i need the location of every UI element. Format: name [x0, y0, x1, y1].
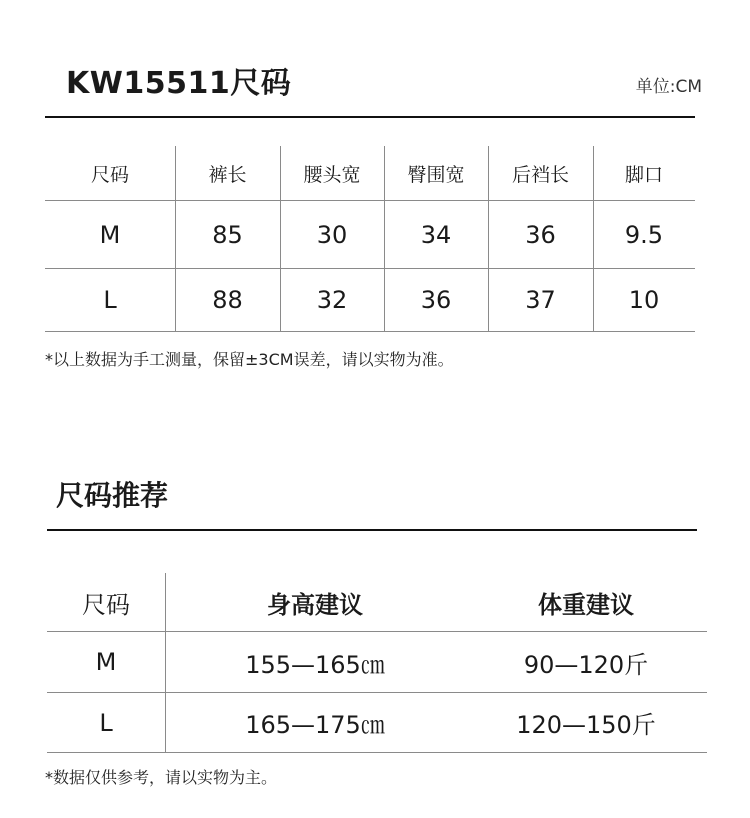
table-cell: M [99, 220, 121, 249]
recommend-divider [47, 529, 697, 531]
table-cell: 120—150斤 [516, 711, 656, 739]
title-divider [45, 116, 695, 118]
header-pants-length: 裤长 [208, 163, 247, 186]
table-cell: 88 [212, 286, 243, 314]
header-waistband-width: 腰头宽 [303, 163, 361, 186]
table-cell: 30 [316, 220, 348, 249]
table-cell: 36 [420, 286, 452, 314]
table-cell: 10 [628, 286, 660, 314]
header-weight: 体重建议 [538, 590, 634, 619]
table-cell: 155—165㎝ [245, 650, 385, 679]
measurement-note: *以上数据为手工测量，保留±3CM误差，请以实物为准。 [45, 350, 454, 369]
table-cell: L [99, 708, 113, 737]
table-cell: 37 [525, 286, 556, 314]
header-height: 身高建议 [267, 590, 363, 619]
table-cell: 34 [420, 220, 452, 249]
recommend-title: 尺码推荐 [56, 479, 169, 512]
header-hip-width: 臀围宽 [407, 163, 465, 186]
table-divider [45, 331, 695, 332]
table-cell: 85 [212, 220, 243, 249]
table-cell: M [95, 648, 117, 676]
table-divider [47, 752, 707, 753]
table-cell: 9.5 [624, 220, 664, 249]
table-cell: 36 [525, 220, 556, 249]
table-cell: 90—120斤 [523, 650, 649, 679]
table-cell: 32 [316, 286, 348, 314]
size-chart-title: KW15511尺码 [66, 66, 292, 101]
size-chart-table [45, 146, 695, 332]
header-leg-opening: 脚口 [624, 163, 663, 186]
header-back-rise: 后裆长 [511, 163, 569, 186]
reference-note: *数据仅供参考，请以实物为主。 [45, 768, 278, 787]
unit-label: 单位:CM [635, 77, 702, 97]
table-cell: 165—175㎝ [245, 711, 385, 739]
table-cell: L [103, 286, 117, 314]
header-size: 尺码 [90, 163, 129, 186]
header-size: 尺码 [82, 590, 130, 619]
recommend-table [47, 573, 707, 753]
